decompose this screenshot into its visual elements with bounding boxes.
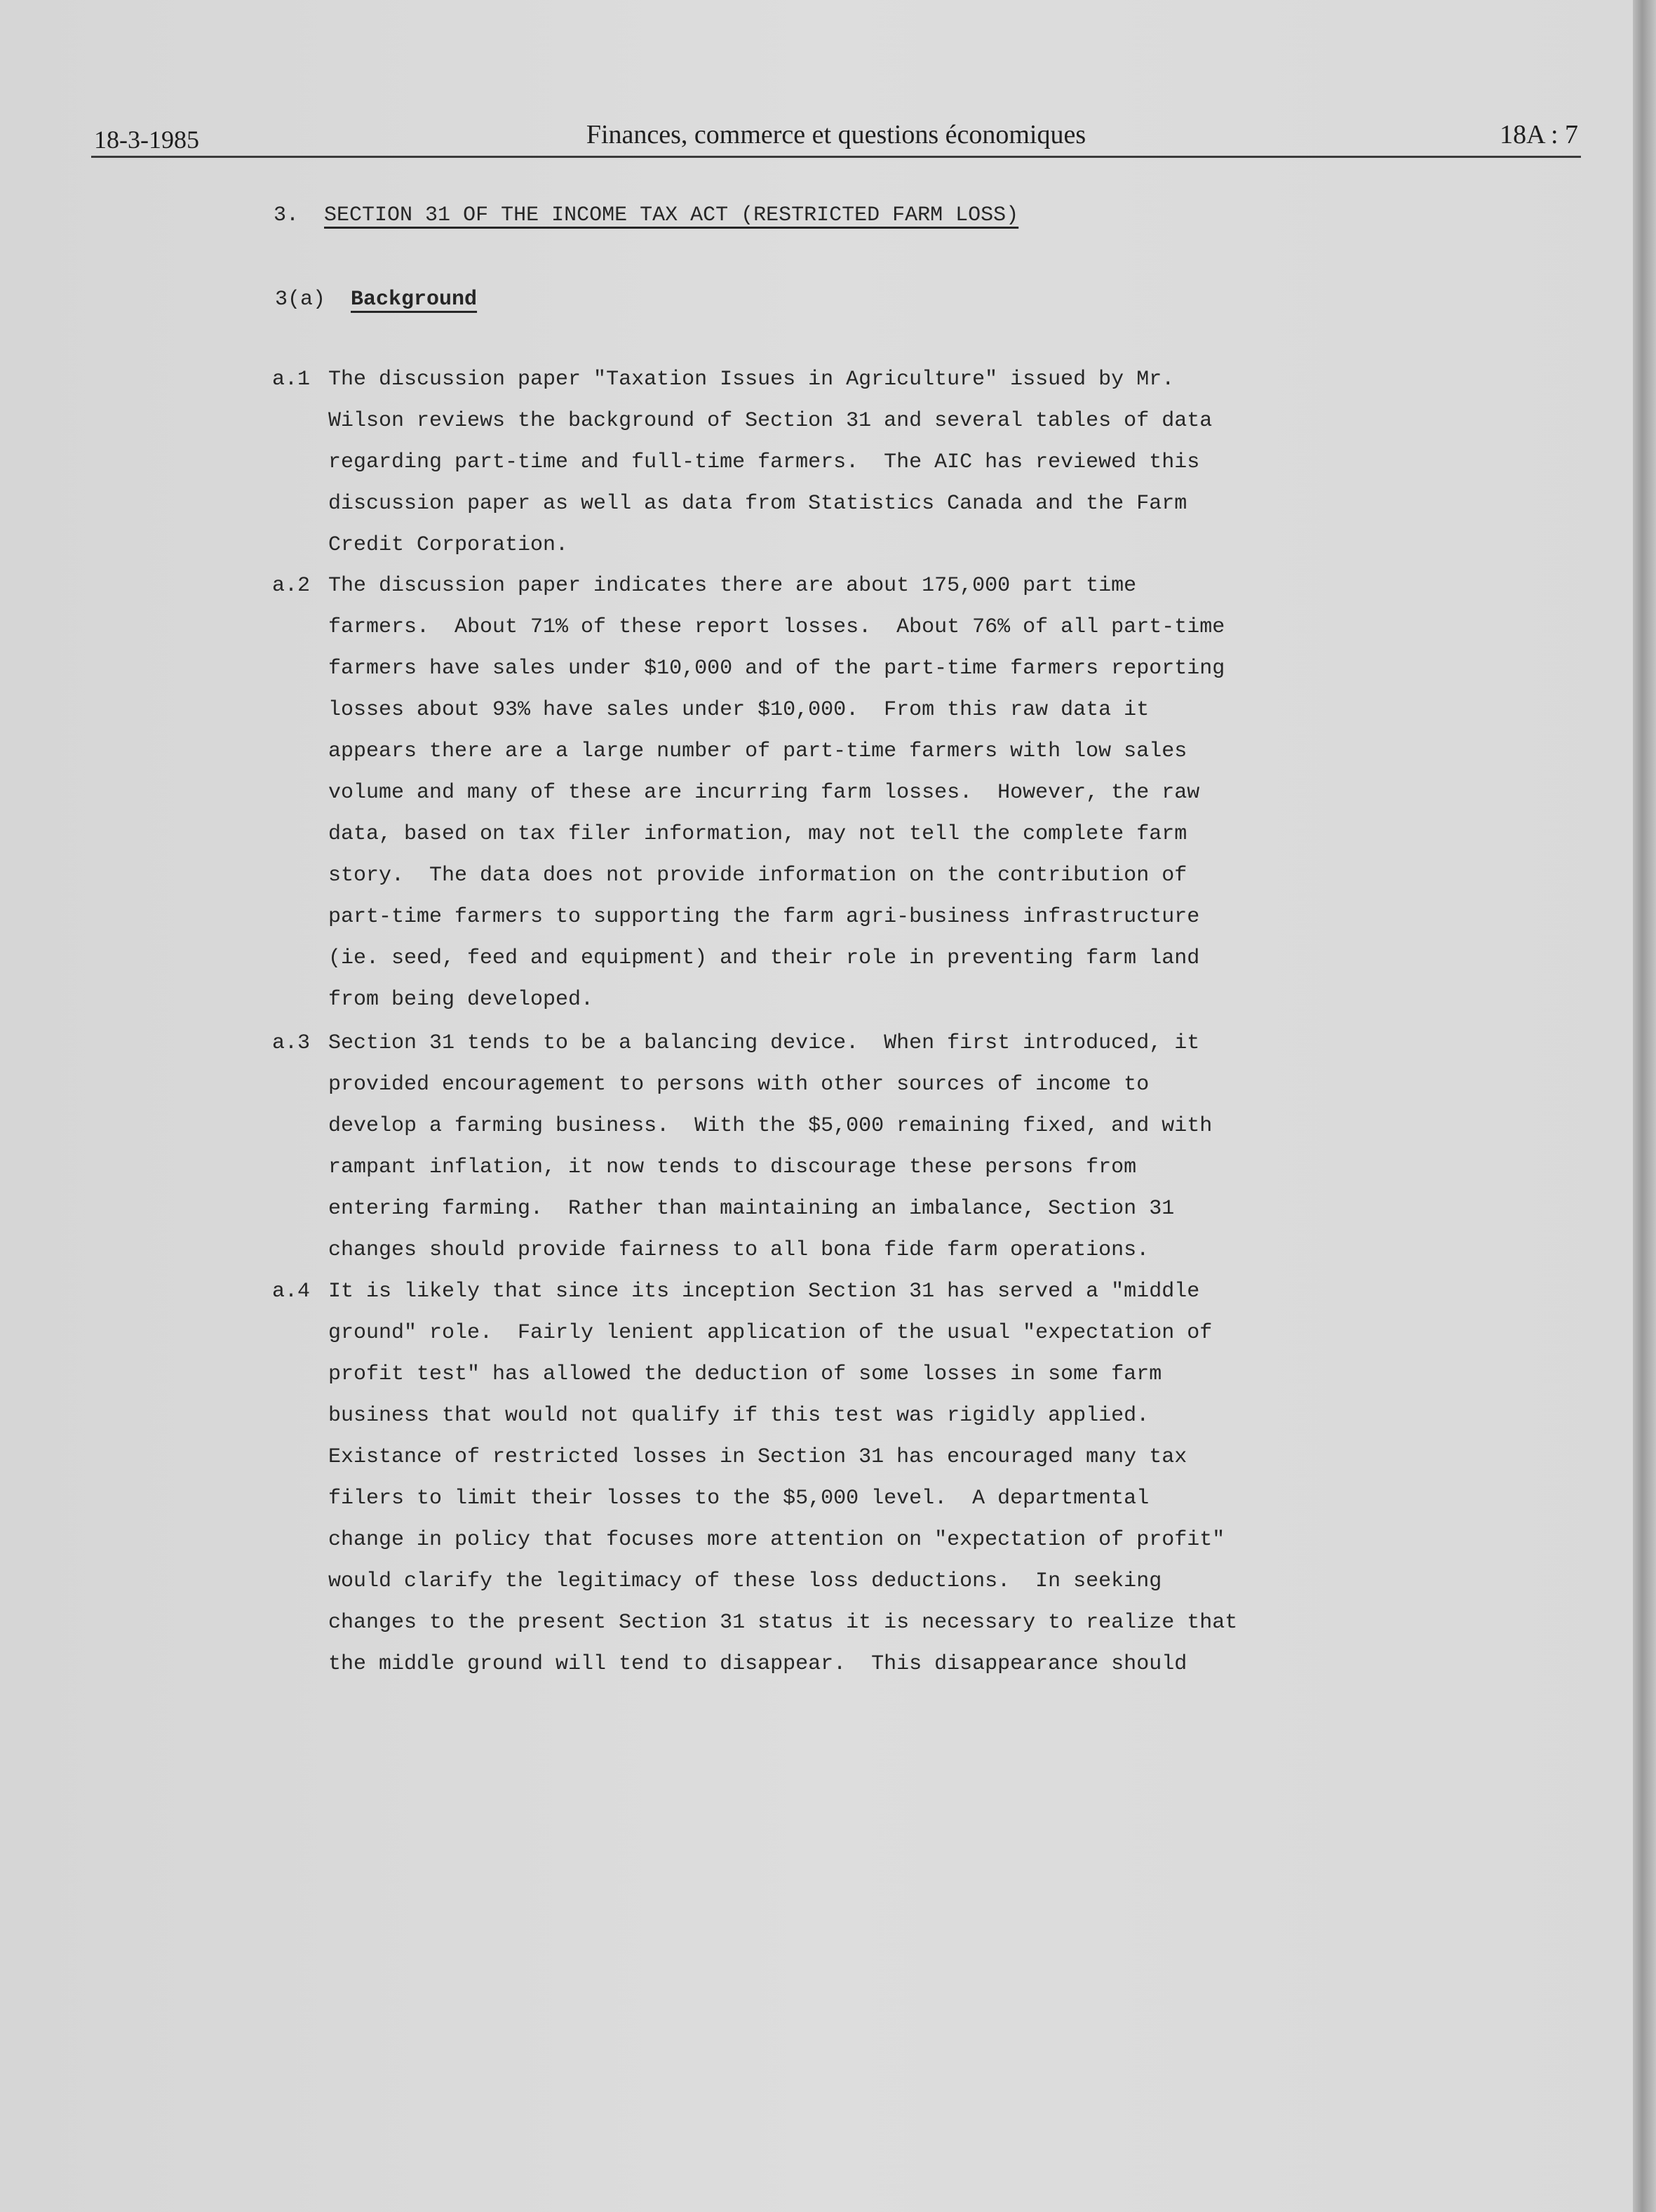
paragraph-line: rampant inflation, it now tends to discourage these persons from bbox=[328, 1155, 1137, 1179]
paragraph-a3 bbox=[272, 1023, 1366, 1271]
paragraph-number: a.1 bbox=[272, 368, 311, 391]
paragraph-line: ground" role. Fairly lenient application of the usual "expectation of bbox=[328, 1321, 1213, 1345]
paragraph-line: Credit Corporation. bbox=[328, 533, 569, 557]
paragraph-line: would clarify the legitimacy of these loss deductions. In seeking bbox=[328, 1569, 1162, 1593]
paragraph-line: develop a farming business. With the $5,000 remaining fixed, and with bbox=[328, 1114, 1213, 1138]
page-edge bbox=[1633, 0, 1656, 2212]
section-heading bbox=[274, 203, 1018, 227]
running-header bbox=[91, 112, 1581, 158]
subsection-heading bbox=[275, 288, 477, 311]
paragraph-line: profit test" has allowed the deduction of some losses in some farm bbox=[328, 1362, 1162, 1386]
paragraph-line: Existance of restricted losses in Section 31 has encouraged many tax bbox=[328, 1445, 1187, 1469]
paragraph-line: Section 31 tends to be a balancing device. When first introduced, it bbox=[328, 1031, 1200, 1055]
paragraph-line: from being developed. bbox=[328, 988, 594, 1012]
paragraph-number: a.2 bbox=[272, 574, 311, 598]
paragraph-line: provided encouragement to persons with other sources of income to bbox=[328, 1073, 1150, 1097]
paragraph-line: story. The data does not provide information on the contribution of bbox=[328, 864, 1187, 887]
header-page-number: 18A : 7 bbox=[1500, 120, 1578, 149]
paragraph-line: farmers. About 71% of these report losses. About 76% of all part-time bbox=[328, 615, 1225, 639]
paragraph-line: data, based on tax filer information, may not tell the complete farm bbox=[328, 822, 1187, 846]
paragraph-line: changes to the present Section 31 status it is necessary to realize that bbox=[328, 1611, 1238, 1635]
paragraph-line: regarding part-time and full-time farmers. The AIC has reviewed this bbox=[328, 450, 1200, 474]
paragraph-line: entering farming. Rather than maintaining an imbalance, Section 31 bbox=[328, 1197, 1175, 1221]
paragraph-line: changes should provide fairness to all bona fide farm operations. bbox=[328, 1238, 1150, 1262]
paragraph-line: (ie. seed, feed and equipment) and their role in preventing farm land bbox=[328, 946, 1200, 970]
paragraph-line: farmers have sales under $10,000 and of the part-time farmers reporting bbox=[328, 657, 1225, 681]
header-date: 18-3-1985 bbox=[94, 126, 199, 154]
section-number: 3. bbox=[274, 203, 299, 227]
paragraph-number: a.3 bbox=[272, 1031, 311, 1055]
paragraph-line: losses about 93% have sales under $10,000. From this raw data it bbox=[328, 698, 1150, 722]
paragraph-line: filers to limit their losses to the $5,000 level. A departmental bbox=[328, 1487, 1150, 1510]
paragraph-line: The discussion paper indicates there are about 175,000 part time bbox=[328, 574, 1137, 598]
paragraph-a4 bbox=[272, 1271, 1366, 1685]
subsection-number: 3(a) bbox=[275, 288, 326, 311]
paragraph-line: The discussion paper "Taxation Issues in Agriculture" issued by Mr. bbox=[328, 368, 1175, 391]
paragraph-a1 bbox=[272, 359, 1366, 566]
paragraph-number: a.4 bbox=[272, 1280, 311, 1303]
paragraph-a2 bbox=[272, 565, 1366, 1021]
paragraph-line: the middle ground will tend to disappear. This disappearance should bbox=[328, 1652, 1187, 1676]
paragraph-line: change in policy that focuses more attention on "expectation of profit" bbox=[328, 1528, 1225, 1552]
paragraph-line: part-time farmers to supporting the farm agri-business infrastructure bbox=[328, 905, 1200, 929]
paragraph-line: appears there are a large number of part-time farmers with low sales bbox=[328, 739, 1187, 763]
paragraph-line: volume and many of these are incurring farm losses. However, the raw bbox=[328, 781, 1200, 805]
paragraph-line: It is likely that since its inception Section 31 has served a "middle bbox=[328, 1280, 1200, 1303]
section-title: SECTION 31 OF THE INCOME TAX ACT (RESTRICTED FARM LOSS) bbox=[324, 203, 1019, 227]
subsection-title: Background bbox=[351, 288, 478, 311]
paragraph-line: business that would not qualify if this test was rigidly applied. bbox=[328, 1404, 1150, 1428]
header-title: Finances, commerce et questions économiques bbox=[586, 120, 1086, 149]
paragraph-line: Wilson reviews the background of Section 31 and several tables of data bbox=[328, 409, 1213, 433]
paragraph-line: discussion paper as well as data from Statistics Canada and the Farm bbox=[328, 492, 1187, 516]
